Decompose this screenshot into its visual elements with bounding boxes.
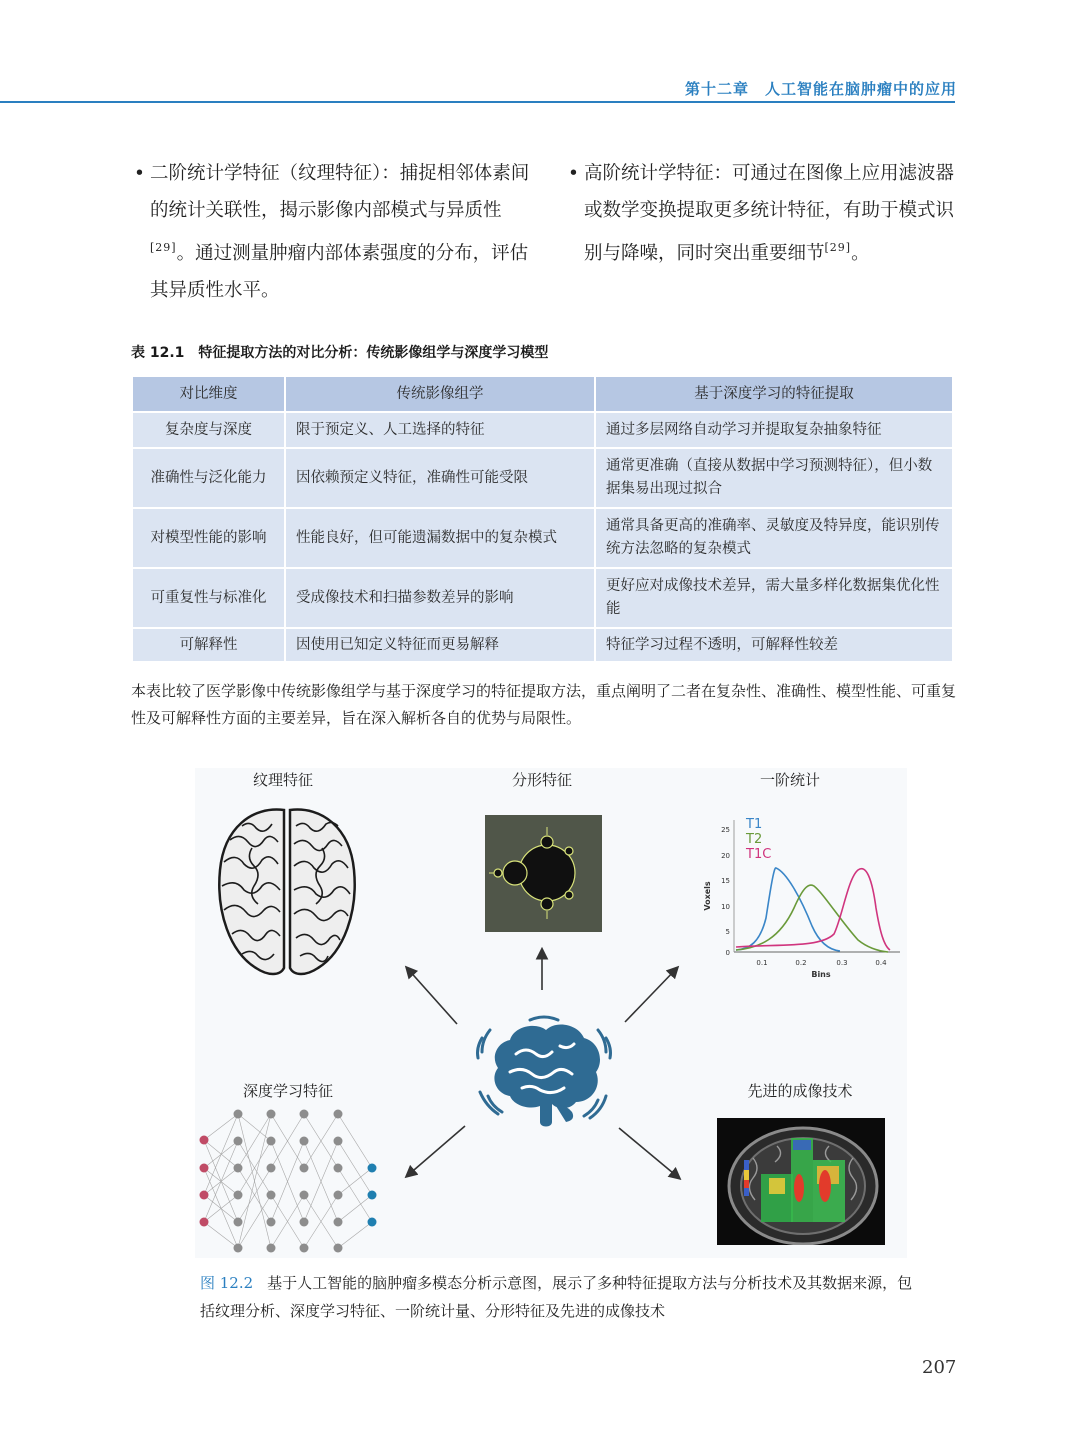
table-cell: 对模型性能的影响	[132, 508, 285, 568]
x-tick: 0.1	[756, 959, 768, 967]
table-cell: 特征学习过程不透明，可解释性较差	[595, 628, 953, 662]
arrow-to-imaging	[619, 1128, 679, 1178]
header-rule	[0, 101, 955, 103]
y-tick: 25	[721, 826, 730, 834]
x-tick: 0.4	[875, 959, 887, 967]
bullet-higher-order	[568, 155, 959, 272]
bullet-text: 高阶统计学特征：可通过在图像上应用滤波器或数学变换提取更多统计特征，有助于模式识别与降噪，同时突出重要细节	[584, 163, 955, 264]
y-axis-label: Voxels	[703, 881, 712, 911]
label-first-order: 一阶统计	[759, 771, 820, 789]
x-tick: 0.3	[836, 959, 848, 967]
bullet-text-cont: 。	[851, 243, 870, 264]
table-header-cell: 基于深度学习的特征提取	[595, 376, 953, 412]
brain-icon	[470, 1010, 620, 1140]
table-cell: 可解释性	[132, 628, 285, 662]
table-row	[132, 628, 953, 662]
figure-number: 图 12.2	[200, 1274, 254, 1292]
table-cell: 复杂度与深度	[132, 412, 285, 448]
y-tick: 5	[725, 928, 730, 936]
table-number: 表 12.1	[131, 345, 185, 361]
bullet-dot: •	[134, 163, 145, 184]
bullet-text: 二阶统计学特征（纹理特征）：捕捉相邻体素间的统计关联性，揭示影像内部模式与异质性	[150, 163, 530, 221]
arrow-to-deep-learning	[407, 1126, 465, 1176]
page-number: 207	[922, 1357, 957, 1378]
table-cell: 准确性与泛化能力	[132, 448, 285, 508]
table-cell: 因使用已知定义特征而更易解释	[285, 628, 595, 662]
table-cell: 通常更准确（直接从数据中学习预测特征），但小数据集易出现过拟合	[595, 448, 953, 508]
table-note: 本表比较了医学影像中传统影像组学与基于深度学习的特征提取方法，重点阐明了二者在复杂性、准确性、模型性能、可重复性及可解释性方面的主要差异，旨在深入解析各自的优势与局限性。	[131, 682, 957, 727]
legend-t2: T2	[746, 832, 763, 847]
legend-t1c: T1C	[746, 847, 772, 862]
bullet-dot: •	[568, 163, 579, 184]
table-row	[132, 508, 953, 568]
arrow-to-texture	[407, 968, 457, 1024]
y-tick: 15	[721, 877, 730, 885]
table-row	[132, 448, 953, 508]
table-cell: 可重复性与标准化	[132, 568, 285, 628]
table-row	[132, 568, 953, 628]
x-axis-label: Bins	[811, 970, 831, 979]
neural-network-diagram	[198, 1108, 380, 1254]
table-cell: 性能良好，但可能遗漏数据中的复杂模式	[285, 508, 595, 568]
table-cell: 更好应对成像技术差异，需大量多样化数据集优化性能	[595, 568, 953, 628]
table-header-cell: 传统影像组学	[285, 376, 595, 412]
table-caption	[131, 342, 562, 362]
citation[interactable]: [29]	[150, 241, 177, 254]
figure-caption	[200, 1269, 920, 1325]
citation[interactable]: [29]	[824, 241, 852, 254]
table-header-row	[132, 376, 953, 412]
label-fractal: 分形特征	[511, 771, 572, 789]
y-tick: 0	[725, 949, 730, 957]
table-header-cell: 对比维度	[132, 376, 285, 412]
table-cell: 通常具备更高的准确率、灵敏度及特异度，能识别传统方法忽略的复杂模式	[595, 508, 953, 568]
table-cell: 通过多层网络自动学习并提取复杂抽象特征	[595, 412, 953, 448]
arrow-to-first-order	[625, 968, 677, 1022]
bullet-second-order	[134, 155, 530, 309]
label-imaging: 先进的成像技术	[747, 1082, 853, 1100]
label-deep-learning: 深度学习特征	[242, 1082, 333, 1100]
label-texture: 纹理特征	[252, 771, 313, 789]
comparison-table	[131, 375, 954, 663]
x-tick: 0.2	[795, 959, 807, 967]
running-header: 第十二章 人工智能在脑肿瘤中的应用	[685, 80, 958, 98]
figure-caption-text: 基于人工智能的脑肿瘤多模态分析示意图，展示了多种特征提取方法与分析技术及其数据来源，包括纹理分析、深度学习特征、一阶统计量、分形特征及先进的成像技术	[200, 1274, 913, 1320]
legend-t1: T1	[746, 817, 763, 832]
mri-heatmap-image	[717, 1118, 885, 1245]
table-row	[132, 412, 953, 448]
bullet-text-cont: 。通过测量肿瘤内部体素强度的分布，评估其异质性水平。	[150, 243, 529, 301]
y-tick: 10	[721, 903, 730, 911]
table-title: 特征提取方法的对比分析：传统影像组学与深度学习模型	[198, 345, 549, 361]
table-cell: 限于预定义、人工选择的特征	[285, 412, 595, 448]
table-cell: 受成像技术和扫描参数差异的影响	[285, 568, 595, 628]
y-tick: 20	[721, 852, 730, 860]
table-cell: 因依赖预定义特征，准确性可能受限	[285, 448, 595, 508]
